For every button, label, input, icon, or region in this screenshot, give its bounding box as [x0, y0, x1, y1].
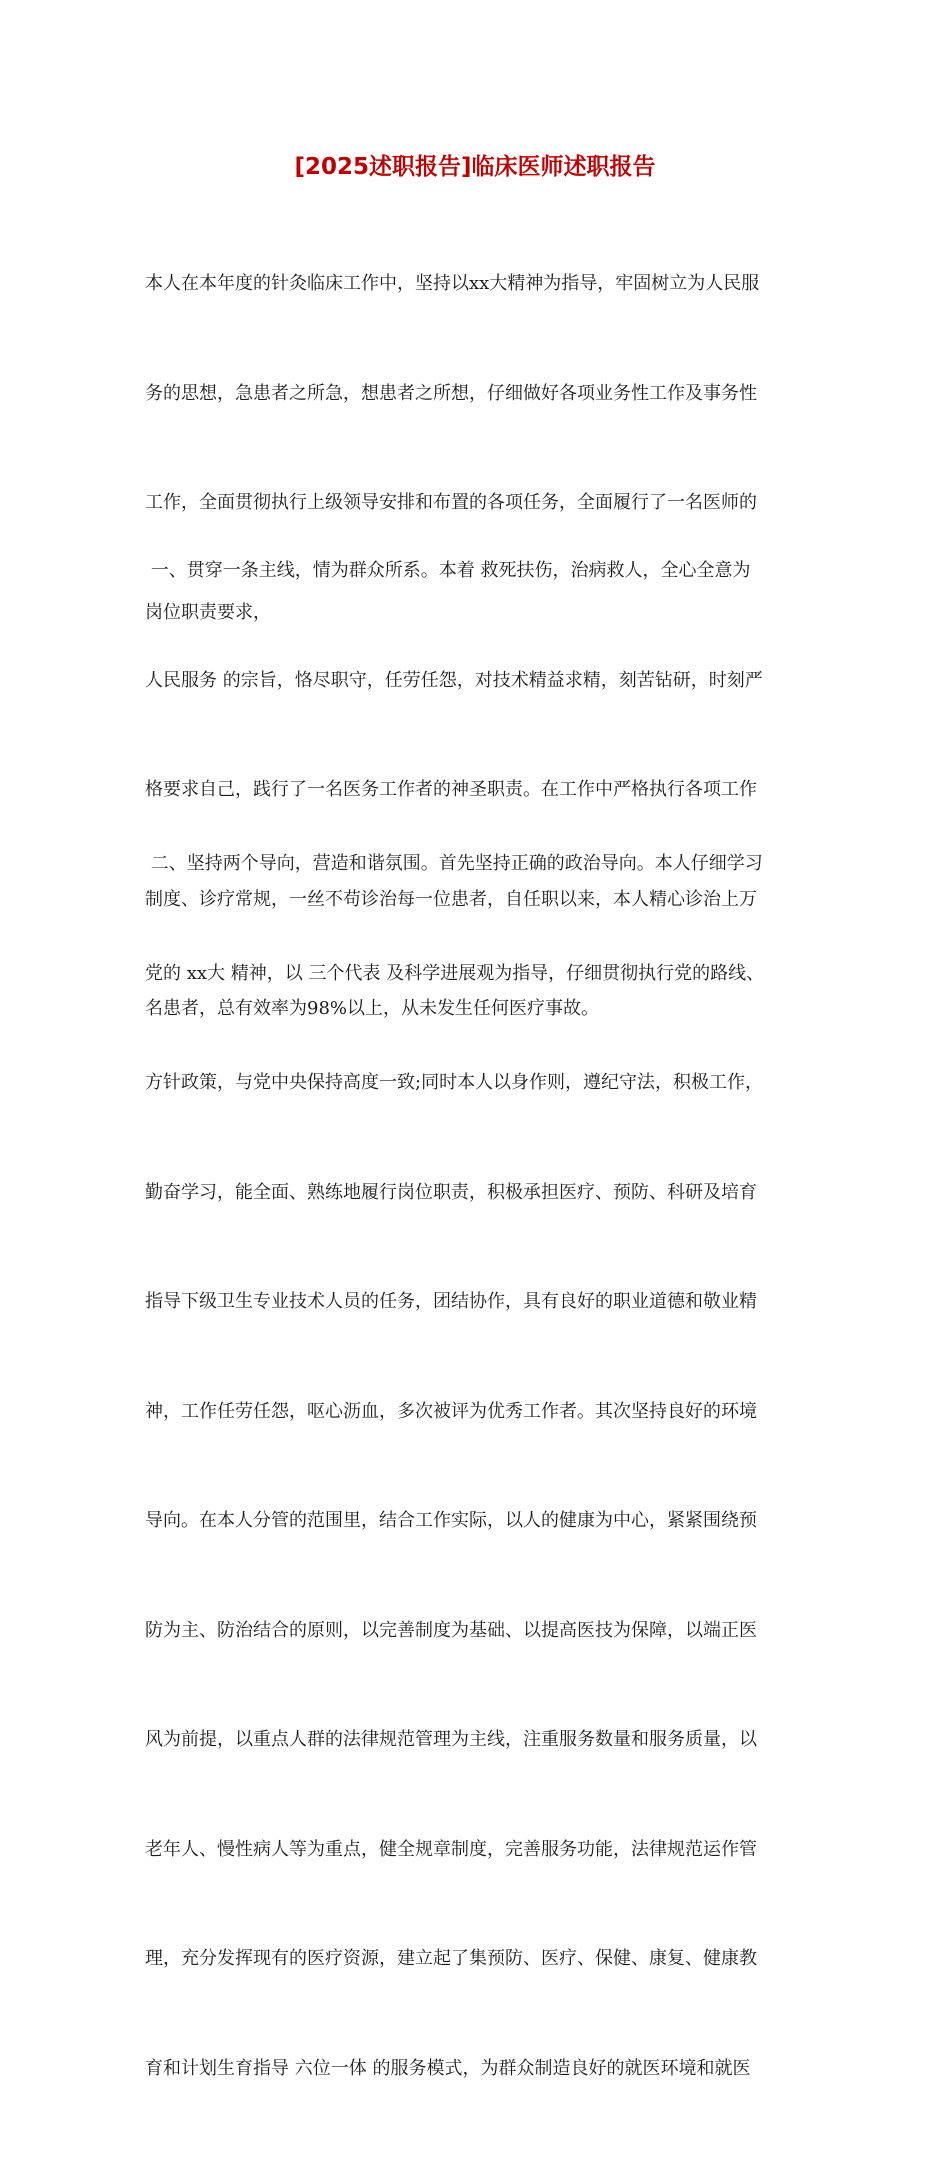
- text-line: 防为主、防治结合的原则，以完善制度为基础、以提高医技为保障，以端正医: [145, 1619, 757, 1641]
- text-line: 风为前提，以重点人群的法律规范管理为主线，注重服务数量和服务质量，以: [145, 1729, 757, 1750]
- text-line: 务的思想，急患者之所急，想患者之所想，仔细做好各项业务性工作及事务性: [145, 382, 757, 404]
- text-line: 二、坚持两个导向，营造和谐氛围。首先坚持正确的政治导向。本人仔细学习: [145, 853, 763, 874]
- text-line: 老年人、慢性病人等为重点，健全规章制度，完善服务功能，法律规范运作管: [145, 1838, 757, 1860]
- text-line: 党的 xx大 精神，以 三个代表 及科学进展观为指导，仔细贯彻执行党的路线、: [145, 962, 765, 984]
- text-line: 名患者，总有效率为98%以上，从未发生任何医疗事故。: [145, 998, 600, 1019]
- document-title: [2025述职报告]临床医师述职报告: [294, 154, 656, 180]
- text-line: 制度、诊疗常规，一丝不苟诊治每一位患者，自任职以来，本人精心诊治上万: [145, 888, 757, 910]
- text-line: 方针政策，与党中央保持高度一致;同时本人以身作则，遵纪守法，积极工作，: [145, 1072, 764, 1093]
- text-line: 岗位职责要求，: [145, 601, 271, 623]
- text-line: 神，工作任劳任怨，呕心沥血，多次被评为优秀工作者。其次坚持良好的环境: [145, 1400, 757, 1422]
- text-line: 勤奋学习，能全面、熟练地履行岗位职责，积极承担医疗、预防、科研及培育: [145, 1181, 757, 1203]
- text-line: 格要求自己，践行了一名医务工作者的神圣职责。在工作中严格执行各项工作: [145, 779, 757, 800]
- text-line: 人民服务 的宗旨，恪尽职守，任劳任怨，对技术精益求精，刻苦钻研，时刻严: [145, 669, 763, 691]
- text-line: 本人在本年度的针灸临床工作中，坚持以xx大精神为指导，牢固树立为人民服: [145, 273, 760, 294]
- text-line: 工作，全面贯彻执行上级领导安排和布置的各项任务，全面履行了一名医师的: [145, 492, 757, 513]
- text-line: 育和计划生育指导 六位一体 的服务模式，为群众制造良好的就医环境和就医: [145, 2057, 751, 2079]
- paragraph-section-two: [145, 773, 813, 2160]
- text-line: 理，充分发挥现有的医疗资源，建立起了集预防、医疗、保健、康复、健康教: [145, 1948, 757, 1969]
- text-line: 指导下级卫生专业技术人员的任务，团结协作，具有良好的职业道德和敬业精: [145, 1291, 757, 1312]
- text-line: 一、贯穿一条主线，情为群众所系。本着 救死扶伤，治病救人，全心全意为: [145, 560, 751, 581]
- text-line: 导向。在本人分管的范围里，结合工作实际，以人的健康为中心，紧紧围绕预: [145, 1510, 757, 1531]
